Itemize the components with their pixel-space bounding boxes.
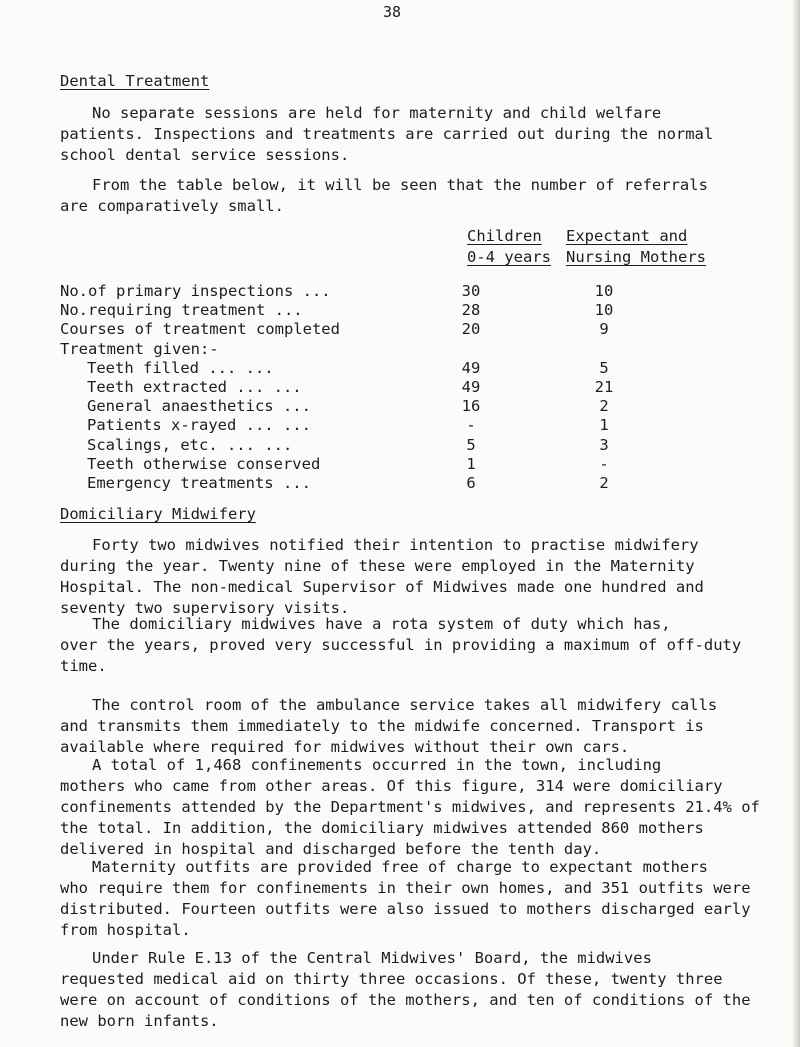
midwifery-paragraph	[60, 695, 765, 758]
table-row	[60, 455, 634, 474]
children-value: 20	[461, 320, 481, 339]
children-value: 1	[466, 454, 476, 473]
section-heading-dental: Dental Treatment	[60, 72, 210, 90]
paragraph-rest: requested medical aid on thirty three occasions. Of these, twenty three were on account of conditions of the mothers, and ten of conditions of the new born infants.	[60, 970, 751, 1030]
table-row	[60, 378, 634, 397]
column-gap	[502, 436, 574, 455]
page-edge-shadow	[792, 0, 800, 1047]
column-gap	[502, 301, 574, 320]
mothers-value: -	[599, 454, 609, 473]
table-row	[60, 282, 634, 301]
page-number: 38	[383, 3, 402, 21]
paragraph-first-line: Forty two midwives notified their intention to practise midwifery	[92, 536, 699, 554]
paragraph-rest: and transmits them immediately to the midwife concerned. Transport is available where required for midwives without their own cars.	[60, 717, 704, 756]
row-label: No.requiring treatment ...	[60, 301, 303, 320]
table-row	[60, 436, 634, 455]
paragraph-first-line: Under Rule E.13 of the Central Midwives' Board, the midwives	[92, 949, 652, 967]
column-gap	[502, 340, 574, 359]
column-gap	[502, 320, 574, 339]
dental-treatment-table	[60, 282, 634, 493]
row-label: Scalings, etc. ... ...	[87, 435, 293, 454]
paragraph-first-line: The control room of the ambulance service takes all midwifery calls	[92, 696, 718, 714]
children-value: 16	[461, 397, 481, 416]
children-value: 6	[466, 474, 476, 493]
mothers-value: 5	[599, 358, 609, 377]
dental-treatment-table-body	[60, 282, 634, 493]
children-value: 49	[461, 358, 481, 377]
paragraph-first-line: A total of 1,468 confinements occurred in the town, including	[92, 756, 662, 774]
row-label: No.of primary inspections ...	[60, 282, 331, 300]
paragraph-rest: who require them for confinements in their own homes, and 351 outfits were distributed. Fourteen outfits were also issued to mothers discharged early from hospital.	[60, 879, 751, 939]
row-label: Patients x-rayed ... ...	[87, 416, 311, 435]
column-header-children-line-2: 0-4 years	[467, 248, 551, 266]
row-label: General anaesthetics ...	[87, 397, 311, 416]
mothers-value: 2	[599, 397, 609, 416]
children-value: 5	[466, 435, 476, 454]
column-gap	[502, 378, 574, 397]
midwifery-paragraph	[60, 535, 765, 619]
midwifery-paragraph	[60, 755, 765, 860]
dental-paragraph-2	[60, 175, 765, 217]
dental-paragraph-1-first-line: No separate sessions are held for maternity and child welfare	[92, 104, 662, 122]
table-row	[60, 474, 634, 493]
column-gap	[502, 474, 574, 493]
mothers-value: 10	[594, 282, 614, 300]
row-label: Emergency treatments ...	[87, 474, 311, 493]
children-value: 28	[461, 301, 481, 320]
midwifery-paragraph	[60, 948, 765, 1032]
children-value: 49	[461, 378, 481, 397]
section-heading-midwifery: Domiciliary Midwifery	[60, 505, 256, 523]
mothers-value: 21	[594, 378, 614, 397]
column-header-mothers	[566, 226, 706, 268]
column-header-mothers-line-1: Expectant and	[566, 227, 688, 245]
paragraph-rest: during the year. Twenty nine of these were employed in the Maternity Hospital. The non-medical Supervisor of Midwives made one hundred and seventy two supervisory visits.	[60, 557, 704, 617]
children-value: -	[466, 416, 476, 435]
row-label: Treatment given:-	[60, 339, 219, 358]
children-value	[440, 340, 502, 359]
table-row	[60, 320, 634, 339]
table-row	[60, 359, 634, 378]
paragraph-first-line: The domiciliary midwives have a rota system of duty which has,	[92, 615, 671, 633]
column-gap	[502, 397, 574, 416]
midwifery-paragraph	[60, 614, 765, 677]
mothers-value: 2	[599, 474, 609, 493]
column-header-children	[467, 226, 551, 268]
dental-paragraph-2-first-line: From the table below, it will be seen that the number of referrals	[92, 176, 708, 194]
row-label: Teeth otherwise conserved	[87, 454, 321, 473]
table-row	[60, 301, 634, 320]
table-row	[60, 340, 634, 359]
mothers-value: 9	[599, 320, 609, 339]
table-row	[60, 397, 634, 416]
mothers-value	[574, 340, 634, 359]
column-header-mothers-line-2: Nursing Mothers	[566, 248, 706, 266]
column-gap	[502, 359, 574, 378]
paragraph-rest: over the years, proved very successful in providing a maximum of off-duty time.	[60, 636, 742, 675]
row-label: Teeth filled ... ...	[87, 358, 274, 377]
column-gap	[502, 416, 574, 435]
mothers-value: 3	[599, 435, 609, 454]
dental-paragraph-1	[60, 103, 765, 166]
column-gap	[502, 282, 574, 301]
row-label: Courses of treatment completed	[60, 320, 340, 339]
children-value: 30	[461, 282, 481, 300]
column-header-children-line-1: Children	[467, 227, 542, 245]
dental-paragraph-1-rest: patients. Inspections and treatments are carried out during the normal school dental service sessions.	[60, 125, 714, 164]
paragraph-first-line: Maternity outfits are provided free of charge to expectant mothers	[92, 858, 708, 876]
paragraph-rest: mothers who came from other areas. Of this figure, 314 were domiciliary confinements attended by the Department's midwives, and represents 21.4% of the total. In addition, the domiciliary midwives attended 860 mothers delivered in hospital and discharged before the tenth day.	[60, 777, 760, 858]
midwifery-paragraph	[60, 857, 765, 941]
column-gap	[502, 455, 574, 474]
row-label: Teeth extracted ... ...	[87, 378, 302, 397]
dental-paragraph-2-rest: are comparatively small.	[60, 197, 284, 215]
mothers-value: 10	[594, 301, 614, 320]
mothers-value: 1	[599, 416, 609, 435]
table-row	[60, 416, 634, 435]
